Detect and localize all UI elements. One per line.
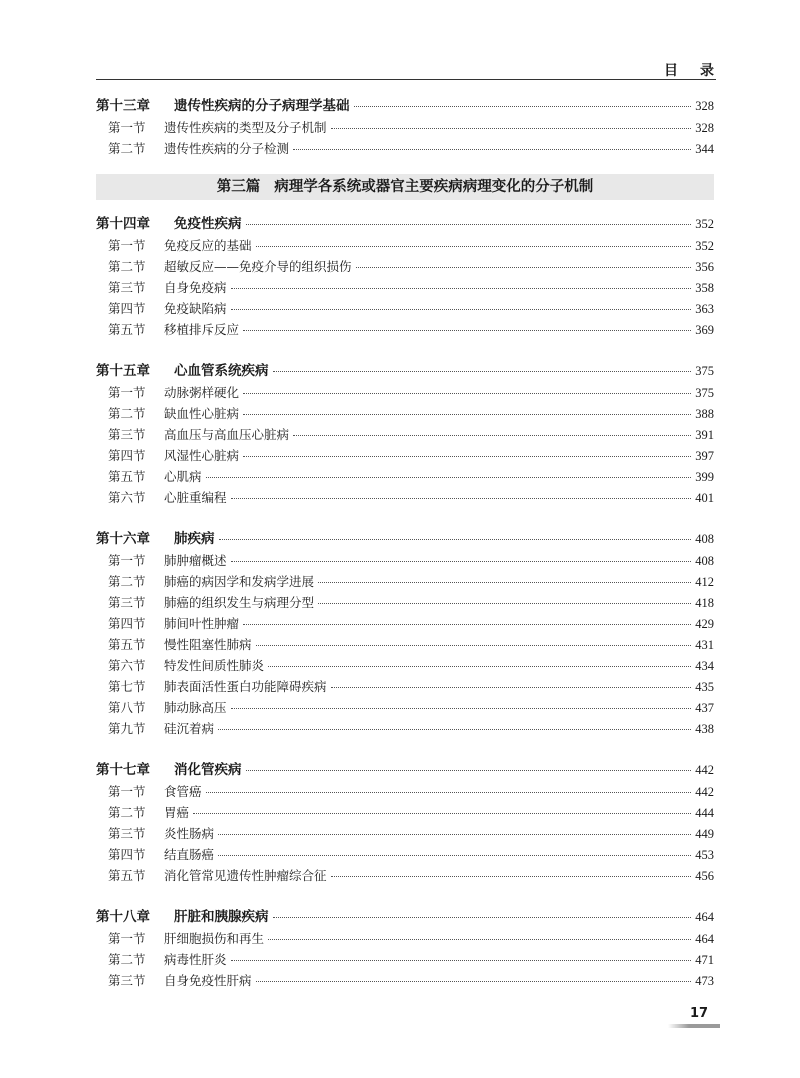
- dot-leader: [243, 392, 691, 394]
- section-page-number: 401: [695, 491, 714, 505]
- dot-leader: [273, 370, 692, 372]
- toc-section-entry[interactable]: [96, 635, 714, 656]
- part-number: 第三篇: [216, 179, 261, 195]
- dot-leader: [231, 707, 692, 709]
- dot-leader: [243, 455, 691, 457]
- toc-chapter-entry[interactable]: [96, 527, 714, 551]
- section-number: 第七节: [108, 679, 146, 694]
- section-title: 肺癌的病因学和发病学进展: [164, 574, 315, 589]
- dot-leader: [318, 602, 691, 604]
- chapter-number: 第十三章: [96, 98, 150, 114]
- section-title: 胃癌: [164, 805, 190, 820]
- section-number: 第四节: [108, 301, 146, 316]
- section-title: 风湿性心脏病: [164, 448, 240, 463]
- chapter-title: 心血管系统疾病: [174, 363, 269, 379]
- section-title: 心肌病: [164, 469, 202, 484]
- toc-chapter-entry[interactable]: [96, 905, 714, 929]
- chapter-gap: [96, 509, 714, 527]
- section-title: 移植排斥反应: [164, 322, 240, 337]
- section-number: 第四节: [108, 847, 146, 862]
- section-title: 超敏反应——免疫介导的组织损伤: [164, 259, 352, 274]
- section-page-number: 442: [695, 785, 714, 799]
- section-number: 第四节: [108, 448, 146, 463]
- section-page-number: 418: [695, 596, 714, 610]
- section-number: 第五节: [108, 637, 146, 652]
- toc-section-entry[interactable]: [96, 782, 714, 803]
- toc-section-entry[interactable]: [96, 257, 714, 278]
- page-number: 17: [690, 1006, 709, 1021]
- part-banner: [96, 174, 714, 200]
- section-page-number: 435: [695, 680, 714, 694]
- dot-leader: [206, 476, 692, 478]
- dot-leader: [293, 148, 691, 150]
- chapter-page-number: 464: [695, 910, 714, 924]
- section-page-number: 412: [695, 575, 714, 589]
- section-title: 自身免疫病: [164, 280, 227, 295]
- dot-leader: [231, 308, 692, 310]
- dot-leader: [354, 105, 692, 107]
- section-number: 第二节: [108, 141, 146, 156]
- dot-leader: [256, 644, 692, 646]
- section-title: 食管癌: [164, 784, 202, 799]
- dot-leader: [231, 287, 692, 289]
- section-number: 第九节: [108, 721, 146, 736]
- toc-section-entry[interactable]: [96, 446, 714, 467]
- toc-section-entry[interactable]: [96, 236, 714, 257]
- section-page-number: 358: [695, 281, 714, 295]
- dot-leader: [218, 854, 691, 856]
- toc-section-entry[interactable]: [96, 950, 714, 971]
- section-number: 第二节: [108, 805, 146, 820]
- dot-leader: [243, 413, 691, 415]
- chapter-page-number: 442: [695, 763, 714, 777]
- section-title: 遗传性疾病的分子检测: [164, 141, 290, 156]
- section-page-number: 456: [695, 869, 714, 883]
- section-title: 慢性阻塞性肺病: [164, 637, 252, 652]
- section-title: 消化管常见遗传性肿瘤综合征: [164, 868, 327, 883]
- dot-leader: [218, 833, 691, 835]
- dot-leader: [331, 686, 692, 688]
- section-page-number: 399: [695, 470, 714, 484]
- dot-leader: [219, 538, 692, 540]
- section-title: 动脉粥样硬化: [164, 385, 240, 400]
- section-page-number: 388: [695, 407, 714, 421]
- section-number: 第三节: [108, 280, 146, 295]
- toc-section-entry[interactable]: [96, 551, 714, 572]
- section-title: 免疫缺陷病: [164, 301, 227, 316]
- section-number: 第一节: [108, 931, 146, 946]
- section-title: 肺间叶性肿瘤: [164, 616, 240, 631]
- chapter-title: 肺疾病: [174, 531, 215, 547]
- section-title: 炎性肠病: [164, 826, 215, 841]
- section-number: 第二节: [108, 406, 146, 421]
- dot-leader: [331, 875, 692, 877]
- toc-section-entry[interactable]: [96, 488, 714, 509]
- section-page-number: 391: [695, 428, 714, 442]
- section-page-number: 352: [695, 239, 714, 253]
- toc-section-entry[interactable]: [96, 719, 714, 740]
- dot-leader: [273, 916, 692, 918]
- section-number: 第一节: [108, 385, 146, 400]
- footer-decoration: [668, 1024, 720, 1028]
- toc-section-entry[interactable]: [96, 656, 714, 677]
- section-number: 第一节: [108, 784, 146, 799]
- toc-section-entry[interactable]: [96, 278, 714, 299]
- chapter-gap: [96, 341, 714, 359]
- dot-leader: [231, 560, 692, 562]
- toc-section-entry[interactable]: [96, 929, 714, 950]
- section-page-number: 328: [695, 121, 714, 135]
- section-title: 肺癌的组织发生与病理分型: [164, 595, 315, 610]
- section-page-number: 397: [695, 449, 714, 463]
- toc-section-entry[interactable]: [96, 383, 714, 404]
- section-page-number: 437: [695, 701, 714, 715]
- toc-chapter-entry[interactable]: [96, 212, 714, 236]
- toc-section-entry[interactable]: [96, 845, 714, 866]
- dot-leader: [218, 728, 691, 730]
- chapter-page-number: 328: [695, 99, 714, 113]
- section-page-number: 369: [695, 323, 714, 337]
- table-of-contents: [96, 94, 714, 992]
- chapter-number: 第十五章: [96, 363, 150, 379]
- section-title: 肺动脉高压: [164, 700, 227, 715]
- toc-section-entry[interactable]: [96, 139, 714, 160]
- dot-leader: [246, 769, 692, 771]
- section-page-number: 471: [695, 953, 714, 967]
- section-page-number: 473: [695, 974, 714, 988]
- toc-chapter-entry[interactable]: [96, 359, 714, 383]
- section-number: 第二节: [108, 259, 146, 274]
- toc-section-entry[interactable]: [96, 425, 714, 446]
- toc-section-entry[interactable]: [96, 404, 714, 425]
- section-number: 第四节: [108, 616, 146, 631]
- dot-leader: [268, 938, 691, 940]
- section-page-number: 438: [695, 722, 714, 736]
- chapter-number: 第十六章: [96, 531, 150, 547]
- toc-section-entry[interactable]: [96, 118, 714, 139]
- section-title: 肺表面活性蛋白功能障碍疾病: [164, 679, 327, 694]
- section-title: 高血压与高血压心脏病: [164, 427, 290, 442]
- dot-leader: [246, 223, 692, 225]
- section-title: 特发性间质性肺炎: [164, 658, 265, 673]
- header-rule: [96, 79, 716, 80]
- chapter-page-number: 408: [695, 532, 714, 546]
- toc-section-entry[interactable]: [96, 803, 714, 824]
- dot-leader: [331, 127, 692, 129]
- section-page-number: 408: [695, 554, 714, 568]
- part-title: 病理学各系统或器官主要疾病病理变化的分子机制: [274, 179, 594, 195]
- section-title: 硅沉着病: [164, 721, 215, 736]
- dot-leader: [206, 791, 692, 793]
- toc-section-entry[interactable]: [96, 320, 714, 341]
- section-number: 第三节: [108, 973, 146, 988]
- section-page-number: 464: [695, 932, 714, 946]
- toc-section-entry[interactable]: [96, 698, 714, 719]
- section-number: 第二节: [108, 574, 146, 589]
- toc-section-entry[interactable]: [96, 572, 714, 593]
- chapter-number: 第十七章: [96, 762, 150, 778]
- dot-leader: [243, 623, 691, 625]
- section-number: 第三节: [108, 427, 146, 442]
- dot-leader: [356, 266, 692, 268]
- dot-leader: [293, 434, 691, 436]
- section-page-number: 444: [695, 806, 714, 820]
- chapter-number: 第十四章: [96, 216, 150, 232]
- section-title: 肝细胞损伤和再生: [164, 931, 265, 946]
- toc-section-entry[interactable]: [96, 614, 714, 635]
- toc-section-entry[interactable]: [96, 971, 714, 992]
- section-title: 遗传性疾病的类型及分子机制: [164, 120, 327, 135]
- section-page-number: 356: [695, 260, 714, 274]
- toc-section-entry[interactable]: [96, 467, 714, 488]
- toc-chapter-entry[interactable]: [96, 94, 714, 118]
- chapter-title: 肝脏和胰腺疾病: [174, 909, 269, 925]
- chapter-number: 第十八章: [96, 909, 150, 925]
- chapter-page-number: 352: [695, 217, 714, 231]
- section-title: 缺血性心脏病: [164, 406, 240, 421]
- section-page-number: 453: [695, 848, 714, 862]
- section-title: 免疫反应的基础: [164, 238, 252, 253]
- section-number: 第六节: [108, 658, 146, 673]
- dot-leader: [193, 812, 691, 814]
- chapter-gap: [96, 887, 714, 905]
- dot-leader: [243, 329, 691, 331]
- toc-section-entry[interactable]: [96, 299, 714, 320]
- section-number: 第五节: [108, 322, 146, 337]
- section-title: 肺肿瘤概述: [164, 553, 227, 568]
- section-title: 自身免疫性肝病: [164, 973, 252, 988]
- section-title: 心脏重编程: [164, 490, 227, 505]
- section-number: 第六节: [108, 490, 146, 505]
- section-page-number: 434: [695, 659, 714, 673]
- section-number: 第一节: [108, 238, 146, 253]
- dot-leader: [256, 980, 692, 982]
- section-number: 第五节: [108, 469, 146, 484]
- section-number: 第三节: [108, 826, 146, 841]
- chapter-page-number: 375: [695, 364, 714, 378]
- dot-leader: [231, 497, 692, 499]
- dot-leader: [318, 581, 691, 583]
- section-number: 第八节: [108, 700, 146, 715]
- section-page-number: 363: [695, 302, 714, 316]
- toc-chapter-entry[interactable]: [96, 758, 714, 782]
- section-number: 第二节: [108, 952, 146, 967]
- toc-section-entry[interactable]: [96, 866, 714, 887]
- section-title: 病毒性肝炎: [164, 952, 227, 967]
- toc-section-entry[interactable]: [96, 824, 714, 845]
- running-header-title: 目录: [664, 63, 736, 79]
- section-page-number: 431: [695, 638, 714, 652]
- dot-leader: [268, 665, 691, 667]
- section-page-number: 429: [695, 617, 714, 631]
- section-page-number: 449: [695, 827, 714, 841]
- section-number: 第五节: [108, 868, 146, 883]
- section-number: 第一节: [108, 120, 146, 135]
- dot-leader: [231, 959, 692, 961]
- chapter-title: 免疫性疾病: [174, 216, 242, 232]
- toc-section-entry[interactable]: [96, 677, 714, 698]
- chapter-title: 遗传性疾病的分子病理学基础: [174, 98, 350, 114]
- dot-leader: [256, 245, 692, 247]
- section-number: 第一节: [108, 553, 146, 568]
- toc-section-entry[interactable]: [96, 593, 714, 614]
- chapter-title: 消化管疾病: [174, 762, 242, 778]
- section-page-number: 375: [695, 386, 714, 400]
- section-page-number: 344: [695, 142, 714, 156]
- section-title: 结直肠癌: [164, 847, 215, 862]
- chapter-gap: [96, 740, 714, 758]
- section-number: 第三节: [108, 595, 146, 610]
